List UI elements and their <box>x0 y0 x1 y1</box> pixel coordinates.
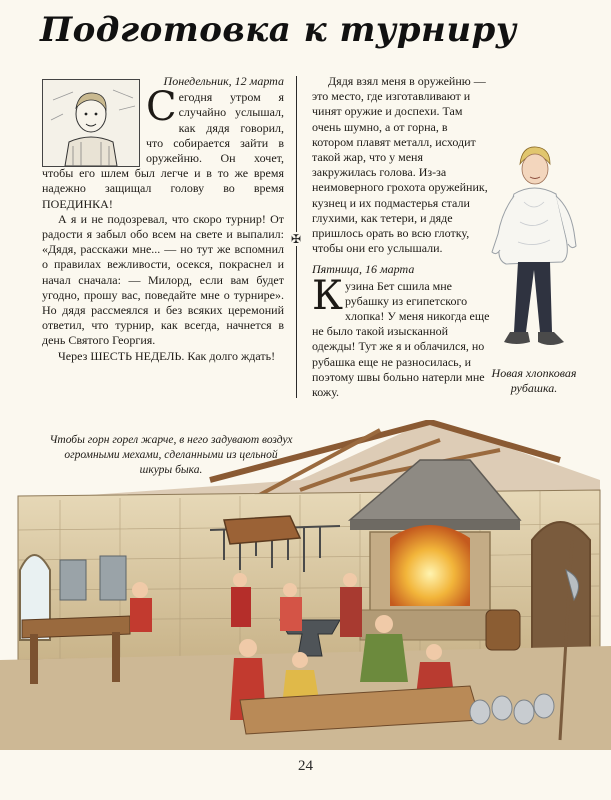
forge-caption: Чтобы горн горел жарче, в него задувают воздух огромными мехами, сделанными из цельной шкуры быка. <box>49 434 293 476</box>
page-number: 24 <box>298 758 313 774</box>
boy-in-shirt-illustration <box>484 142 584 367</box>
dropcap-s: С <box>146 84 177 131</box>
entry2-paragraph: Дядя взял меня в оружейню — это место, где изготавливают и чинят оружие и доспехи. Там очень шумно, а от горна, в котором плавят металл, исходит такой жар, что у меня закружилась голова. Из-за неимоверного грохота оружейник, кузнец и их подмастерья стали глухими, как тетери, и дяде пришлось орать во всю глотку, чтобы они его услышали. <box>312 74 488 256</box>
divider-ornament-icon: ✠ <box>290 232 302 246</box>
entry1-p1-text: егодня утром я случайно услышал, как дядя говорил, что собирается зайти в оружейню. Он хочет, чтобы его шлем был легче и в то же время надежно защищал голову во время ПОЕДИНКА! <box>42 90 284 211</box>
page-title: Подготовка к турниру <box>40 10 517 50</box>
entry1-paragraph-3: Через ШЕСТЬ НЕДЕЛЬ. Как долго ждать! <box>58 348 276 363</box>
entry-date-monday: Понедельник, 12 марта <box>163 74 284 88</box>
entry3-paragraph <box>312 272 490 401</box>
entry-date-friday: Пятница, 16 марта <box>312 262 415 277</box>
sketch-spacer <box>42 74 146 166</box>
column-right <box>312 74 490 400</box>
dropcap-k: К <box>312 272 343 319</box>
entry3-p1-text: узина Бет сшила мне рубашку из египетского хлопка! У меня никогда еще не было такой изысканной одежды! Тут же я и облачился, но рубашка еще не разносилась, и поэтому швы больно натерли мне кожу. <box>312 278 490 400</box>
shirt-caption: Новая хлопковая рубашка. <box>491 366 577 395</box>
column-left <box>42 74 284 364</box>
entry1-paragraph-2: А я и не подозревал, что скоро турнир! От радости я забыл обо всем на свете и выпалил: «Дядя, расскажи мне... — но тут же вспомнил о правилах вежливости, осекся, покраснел и начал сначала: — Милорд, если вам будет угодно, прошу вас, поведайте мне о турнире». Но дядя рассмеялся и без всяких церемоний ответил, что турнир, как всегда, начнется в день Святого Георгия. <box>42 211 284 348</box>
